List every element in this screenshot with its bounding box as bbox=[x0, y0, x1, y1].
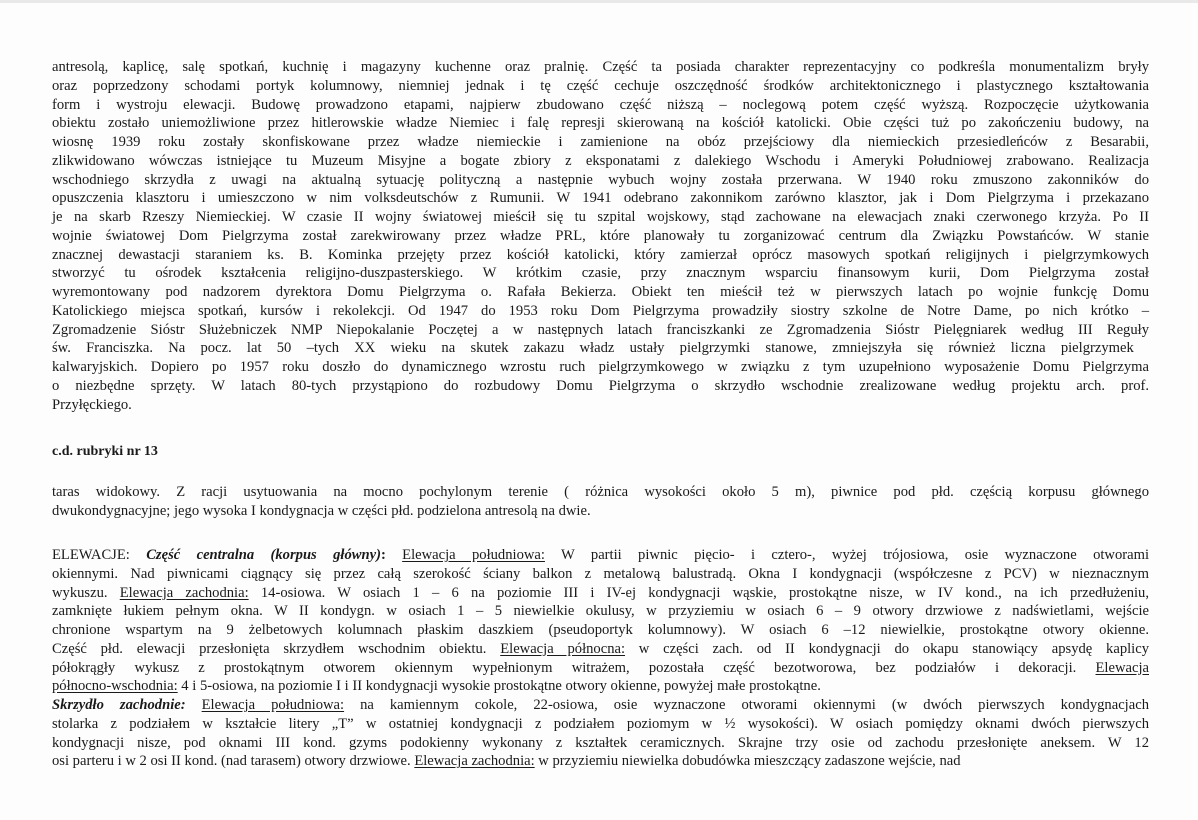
text-line: chronione wspartym na 9 żelbetowych kolumnach płaskim daszkiem (pseudoportyk kolumnowy). W osiach 6 –12 niewielkie, prostokątne otwory okienne. bbox=[52, 622, 1149, 638]
text-run: 4 i 5-osiowa, na poziomie I i II kondygnacji wysokie prostokątne otwory okienne, powyżej małe prostokątne. bbox=[177, 678, 821, 695]
text-line bbox=[52, 640, 1149, 659]
elevations-label: ELEWACJE: bbox=[52, 547, 147, 563]
text-line: Zgromadzenie Sióstr Służebniczek NMP Niepokalanie Poczętej a w następnych latach franciszkanki ze Zgromadzenia Sióstr Pielęgniarek według III Reguły bbox=[52, 321, 1149, 338]
text-run: osi parteru i w 2 osi II kond. (nad tarasem) otwory drzwiowe. bbox=[52, 753, 415, 770]
text-line: stolarka z podziałem w kształcie litery „T” w ostatniej kondygnacji z podziałem poziomym w ½ wysokości). W osiach pomiędzy oknami dwóch pierwszych bbox=[52, 715, 1149, 732]
text-line: dwukondygnacyjne; jego wysoka I kondygnacja w części płd. podzielona antresolą na dwie. bbox=[52, 502, 591, 519]
northeast-elevation-label: północno-wschodnia: bbox=[52, 678, 178, 695]
text-line: kalwaryjskich. Dopiero po 1957 roku doszło do dynamicznego wzrostu ruch pielgrzymkowego w związku z tym uzupełniono wyposażenie Domu Pielgrzyma bbox=[52, 359, 1149, 375]
elevations-paragraph bbox=[52, 546, 1149, 771]
text-run: półokrągły wykusz z prostokątnym otworem okiennym wypełnionym witrażem, pozostała część bezotworowa, bez podziałów i dekoracji. bbox=[52, 659, 1096, 676]
text-run: 14-osiowa. W osiach 1 – 6 na poziomie III i IV-ej kondygnacji wąskie, prostokątne nisze, w IV kond., na ich przedłużeniu, bbox=[248, 584, 1149, 601]
text-line: wojnie światowej Dom Pielgrzyma został zarekwirowany przez władze PRL, które planowały tu zorganizować centrum dla Związku Powstańców. W stanie bbox=[52, 227, 1149, 244]
text-run: W partii piwnic pięcio- i cztero-, wyżej trójosiowa, osie wyznaczone otworami bbox=[544, 547, 1149, 563]
text-line: Przyłęckiego. bbox=[52, 396, 132, 413]
history-paragraph bbox=[52, 58, 1149, 414]
west-wing-west-elevation-label: Elewacja zachodnia: bbox=[414, 753, 535, 770]
central-part-heading: Część centralna (korpus główny) bbox=[146, 547, 381, 563]
text-line: o niezbędne sprzęty. W latach 80-tych przystąpiono do rozbudowy Domu Pielgrzyma o skrzydło wschodnie zrealizowane według projektu arch. prof. bbox=[52, 377, 1149, 394]
text-run: w części zach. od II kondygnacji do okapu stanowiący apsydę kaplicy bbox=[625, 640, 1149, 657]
text-run: Część płd. elewacji przesłonięta skrzydłem wschodnim obiektu. bbox=[52, 640, 501, 657]
text-run: na kamiennym cokole, 22-osiowa, osie wyznaczone otworami okiennymi (w dwóch pierwszych kondygnacjach bbox=[344, 697, 1149, 713]
text-line: wschodniego skrzydła z uwagi na aktualną sytuację polityczną a następnie wybuch wojny została przerwana. W 1940 roku zmuszono zakonników do bbox=[52, 171, 1149, 188]
north-elevation-label: Elewacja północna: bbox=[500, 640, 626, 657]
text-line bbox=[52, 752, 1149, 771]
section-heading: c.d. rubryki nr 13 bbox=[52, 444, 158, 459]
text-line bbox=[52, 584, 1149, 603]
terrain-paragraph bbox=[52, 483, 1149, 521]
text-line bbox=[52, 677, 1149, 696]
text-line: antresolą, kaplicę, salę spotkań, kuchnię i magazyny kuchenne oraz pralnię. Część ta posiada charakter reprezentacyjny co podkreśla monumentalizm bryły bbox=[52, 59, 1149, 75]
text-line: św. Franciszka. Na pocz. lat 50 –tych XX wieku na skutek zakazu władz ustały pielgrzymki stanowe, zmniejszyła się również liczna pielgrzymek bbox=[52, 340, 1134, 357]
text-line: wiosnę 1939 roku zostały skonfiskowane przez władze niemieckie i zamienione na obóz przejściowy dla niemieckich przesiedleńców z Besarabii, bbox=[52, 134, 1149, 150]
west-elevation-label: Elewacja zachodnia: bbox=[119, 584, 249, 601]
south-elevation-label: Elewacja południowa: bbox=[402, 547, 545, 563]
text-line: zlikwidowano wówczas istniejące tu Muzeum Misyjne a bogate zbiory z eksponatami z dalekiego Wschodu i Ameryki Południowej zrabowano. Realizacja bbox=[52, 152, 1149, 169]
text-line: zamknięte łukiem pełnym okna. W II kondygn. w osiach 1 – 5 niewielkie okulusy, w przyziemiu w osiach 6 – 9 otwory drzwiowe z nadświetlami, wejście bbox=[52, 603, 1149, 620]
scan-top-edge bbox=[0, 0, 1198, 3]
text-line: znacznej dewastacji staraniem ks. B. Kominka przejęty przez kościół katolicki, który zamierzał oprócz masowych spotkań religijnych i pielgrzymkowych bbox=[52, 246, 1149, 263]
text-line bbox=[52, 696, 1149, 715]
text-line: obiektu zostało uniemożliwione przez hitlerowskie władze Niemiec i falę represji skierowaną na kościół katolicki. Obie części tuż po zakończeniu budowy, na bbox=[52, 115, 1149, 132]
text-line: opuszczenia klasztoru i umieszczono w nim volksdeutschów z Rumunii. W 1941 odebrano zakonnikom zarówno klasztor, jak i Dom Pielgrzyma i przekazano bbox=[52, 190, 1149, 207]
text-line bbox=[52, 659, 1149, 678]
text-run: wykuszu. bbox=[52, 584, 120, 601]
northeast-elevation-label: Elewacja bbox=[1095, 659, 1149, 676]
west-wing-heading: Skrzydło zachodnie: bbox=[52, 697, 186, 713]
text-line: okiennymi. Nad piwnicami ciągnący się przez całą szerokość ściany balkon z metalową balustradą. Okna I kondygnacji (współczesne z PCV) w nieznacznym bbox=[52, 565, 1149, 582]
text-line bbox=[52, 546, 1149, 565]
text-line: Katolickiego miejsca spotkań, kursów i rekolekcji. Od 1947 do 1953 roku Dom Pielgrzyma prowadziły siostry szkolne de Notre Dame, po nich krótko – bbox=[52, 302, 1149, 319]
text-line: taras widokowy. Z racji usytuowania na mocno pochylonym terenie ( różnica wysokości około 5 m), piwnice pod płd. częścią korpusu głównego bbox=[52, 484, 1149, 500]
text-line: oraz poprzedzony schodami portyk kolumnowy, niemniej jednak i tę część cechuje oszczędność środków architektonicznego i plastycznego kształtowania bbox=[52, 77, 1149, 94]
text-line: form i wystroju elewacji. Budowę prowadzono etapami, najpierw zbudowano część niższą – noclegową potem część wyższą. Rozpoczęcie użytkowania bbox=[52, 96, 1149, 113]
colon: : bbox=[380, 547, 403, 563]
west-wing-south-elevation-label: Elewacja południowa: bbox=[201, 697, 345, 713]
text-line: wyremontowany pod nadzorem dyrektora Domu Pielgrzyma o. Rafała Bekierza. Obiekt ten mieścił też w pierwszych latach po wojnie funkcję Domu bbox=[52, 284, 1149, 300]
text-line: kondygnacji nisze, pod oknami III kond. gzyms podokienny wykonany z kształtek ceramicznych. Skrajne trzy osie od zachodu przesłonięte aneksem. W 12 bbox=[52, 734, 1149, 751]
text-line: stworzyć tu ośrodek kształcenia religijno-duszpasterskiego. W krótkim czasie, przy znacznym wsparciu finansowym kurii, Dom Pielgrzyma został bbox=[52, 265, 1149, 282]
text-line: je na skarb Rzeszy Niemieckiej. W czasie II wojny światowej mieścił się tu szpital wojskowy, stąd zachowane na elewacjach znaki czerwonego krzyża. Po II bbox=[52, 209, 1149, 225]
text-run: w przyziemiu niewielka dobudówka mieszczący zadaszone wejście, nad bbox=[534, 753, 961, 770]
